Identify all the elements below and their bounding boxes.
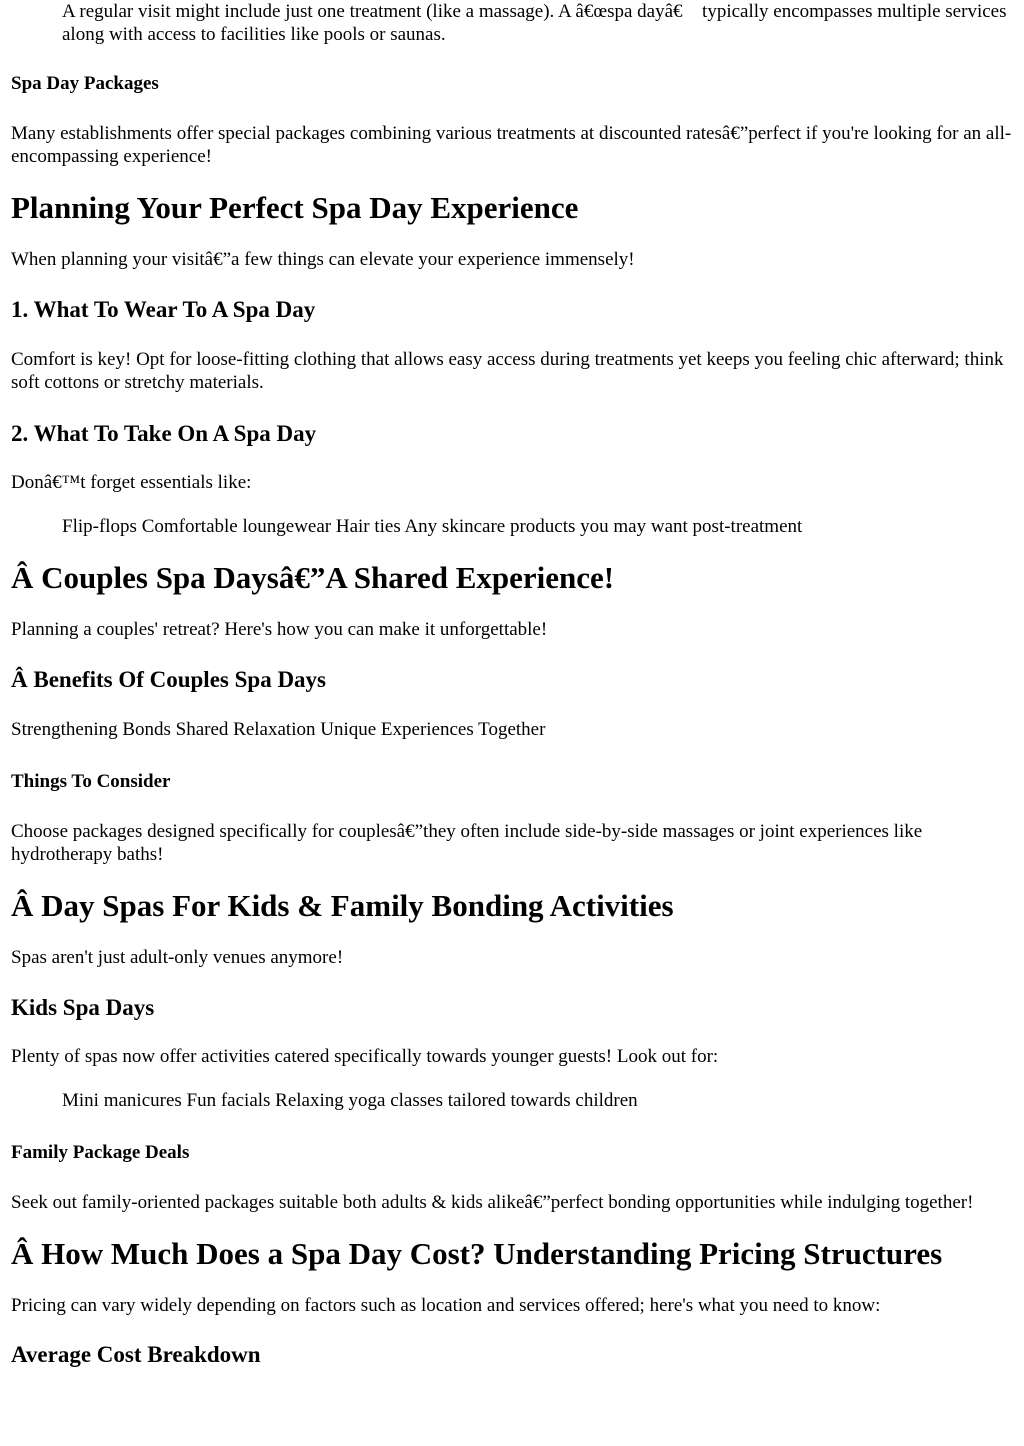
what-to-take-heading: 2. What To Take On A Spa Day bbox=[11, 421, 317, 446]
couples-benefits-list: Strengthening Bonds Shared Relaxation Unique Experiences Together bbox=[11, 719, 546, 740]
average-cost-heading: Average Cost Breakdown bbox=[11, 1342, 261, 1367]
things-to-consider-heading: Things To Consider bbox=[11, 771, 171, 792]
what-to-take-paragraph: Donâ€™t forget essentials like: bbox=[11, 472, 252, 493]
couples-benefits-heading: Â Benefits Of Couples Spa Days bbox=[11, 667, 327, 692]
kids-heading: Â Day Spas For Kids & Family Bonding Activities bbox=[11, 888, 674, 923]
things-to-consider-paragraph: Choose packages designed specifically for couplesâ€”they often include side-by-side massages or joint experiences like hydrotherapy baths! bbox=[11, 821, 923, 865]
intro-paragraph: A regular visit might include just one treatment (like a massage). A â€œspa dayâ€  typically encompasses multiple services along with access to facilities like pools or saunas. bbox=[62, 1, 1007, 45]
family-package-heading: Family Package Deals bbox=[11, 1142, 190, 1163]
spa-day-packages-paragraph: Many establishments offer special packages combining various treatments at discounted ratesâ€”perfect if you're looking for an all-encompassing experience! bbox=[11, 123, 1012, 167]
what-to-wear-heading: 1. What To Wear To A Spa Day bbox=[11, 297, 316, 322]
cost-paragraph: Pricing can vary widely depending on factors such as location and services offered; here's what you need to know: bbox=[11, 1295, 881, 1316]
kids-spa-days-paragraph: Plenty of spas now offer activities catered specifically towards younger guests! Look out for: bbox=[11, 1046, 719, 1067]
what-to-wear-paragraph: Comfort is key! Opt for loose-fitting clothing that allows easy access during treatments yet keeps you feeling chic afterward; think soft cottons or stretchy materials. bbox=[11, 349, 1004, 393]
couples-heading: Â Couples Spa Daysâ€”A Shared Experience! bbox=[11, 560, 615, 595]
kids-paragraph: Spas aren't just adult-only venues anymore! bbox=[11, 947, 344, 968]
essentials-list: Flip-flops Comfortable loungewear Hair ties Any skincare products you may want post-treatment bbox=[62, 516, 803, 537]
cost-heading: Â How Much Does a Spa Day Cost? Understanding Pricing Structures bbox=[11, 1236, 943, 1271]
couples-paragraph: Planning a couples' retreat? Here's how you can make it unforgettable! bbox=[11, 619, 548, 640]
kids-activities-list: Mini manicures Fun facials Relaxing yoga classes tailored towards children bbox=[62, 1090, 638, 1111]
planning-paragraph: When planning your visitâ€”a few things can elevate your experience immensely! bbox=[11, 249, 635, 270]
spa-day-packages-heading: Spa Day Packages bbox=[11, 73, 159, 94]
planning-heading: Planning Your Perfect Spa Day Experience bbox=[11, 190, 579, 225]
kids-spa-days-heading: Kids Spa Days bbox=[11, 995, 155, 1020]
family-package-paragraph: Seek out family-oriented packages suitable both adults & kids alikeâ€”perfect bonding opportunities while indulging together! bbox=[11, 1192, 974, 1213]
